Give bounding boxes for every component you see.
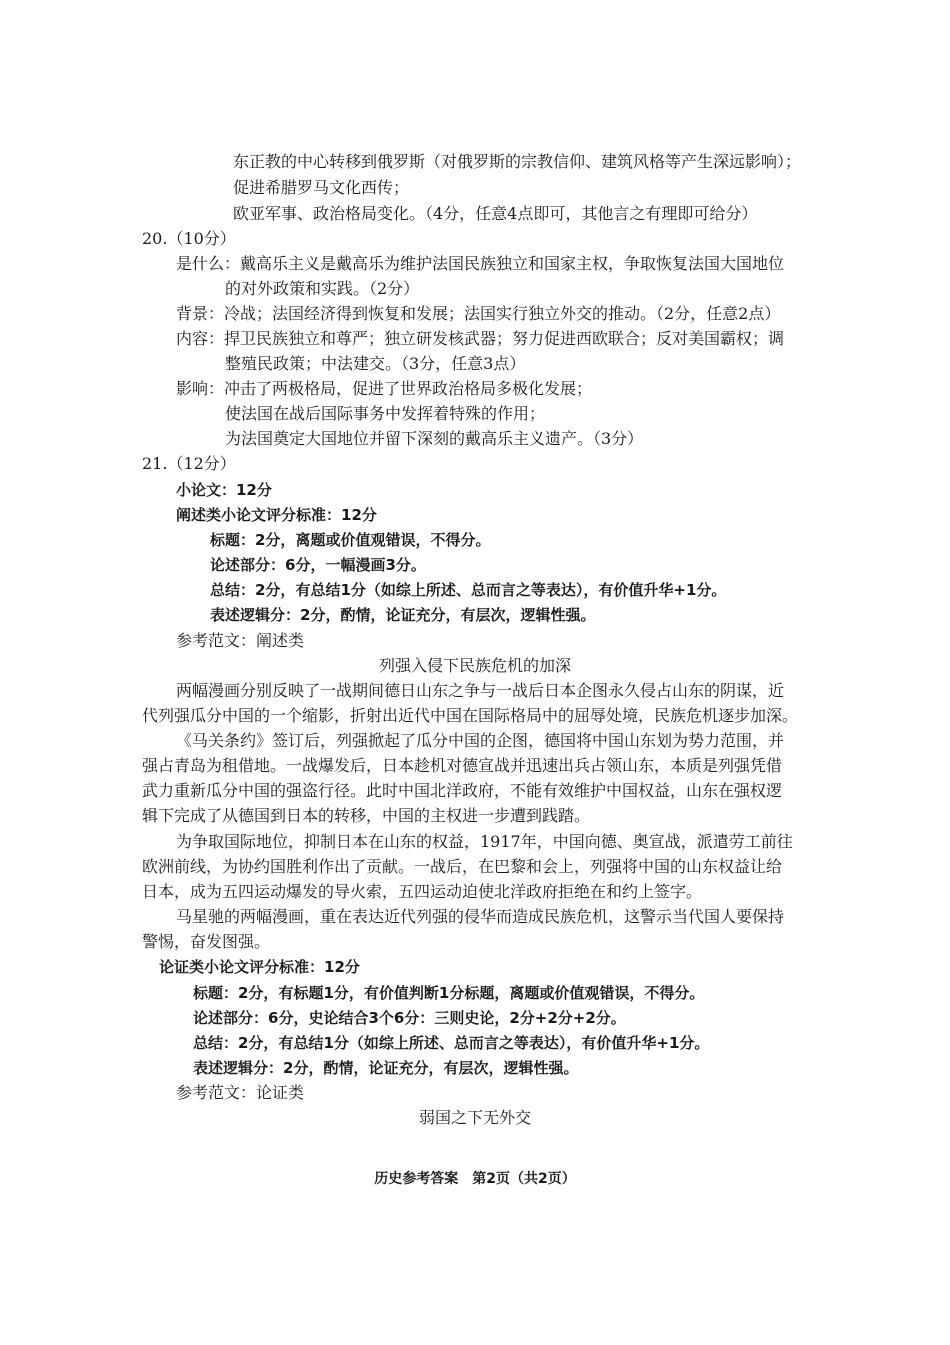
q20-heading: 20.（10分） [142, 229, 236, 248]
intro-line-1: 东正教的中心转移到俄罗斯（对俄罗斯的宗教信仰、建筑风格等产生深远影响）； [233, 152, 802, 171]
essay1-p2-line-1: 《马关条约》签订后，列强掀起了瓜分中国的企图，德国将中国山东划为势力范围，并 [176, 731, 785, 750]
q21-std2-logic-rule: 表述逻辑分：2分，酌情，论证充分，有层次，逻辑性强。 [193, 1059, 579, 1077]
page-footer: 历史参考答案 第2页（共2页） [374, 1171, 576, 1187]
intro-line-3: 欧亚军事、政治格局变化。（4分，任意4点即可，其他言之有理即可给分） [233, 204, 758, 223]
q21-std2-argument-rule: 论述部分：6分，史论结合3个6分：三则史论，2分+2分+2分。 [193, 1009, 626, 1027]
essay1-p1-line-1: 两幅漫画分别反映了一战期间德日山东之争与一战后日本企图永久侵占山东的阴谋，近 [176, 681, 785, 700]
q20-background: 背景：冷战；法国经济得到恢复和发展；法国实行独立外交的推动。（2分，任意2点） [176, 304, 781, 323]
q21-std2-title-rule: 标题：2分，有标题1分，有价值判断1分标题，离题或价值观错误，不得分。 [193, 984, 705, 1002]
essay1-p4-line-2: 警惕，奋发图强。 [142, 932, 271, 951]
q21-ref2-label: 参考范文：论证类 [176, 1083, 305, 1102]
essay1-p4-line-1: 马星驰的两幅漫画，重在表达近代列强的侵华而造成民族危机，这警示当代国人要保持 [176, 907, 785, 926]
q21-std1-argument-rule: 论述部分：6分，一幅漫画3分。 [210, 556, 426, 574]
q20-impact-line-1: 影响：冲击了两极格局，促进了世界政治格局多极化发展； [176, 379, 593, 398]
intro-line-2: 促进希腊罗马文化西传； [233, 178, 410, 197]
essay1-p3-line-3: 日本，成为五四运动爆发的导火索，五四运动迫使北洋政府拒绝在和约上签字。 [142, 882, 703, 901]
q21-std2-title: 论证类小论文评分标准：12分 [159, 958, 360, 976]
q21-ref1-label: 参考范文：阐述类 [176, 631, 305, 650]
essay1-p2-line-3: 武力重新瓜分中国的强盗行径。此时中国北洋政府，不能有效维护中国权益，山东在强权逻 [142, 781, 783, 800]
q21-heading: 21.（12分） [142, 454, 236, 473]
essay1-p1-line-2: 代列强瓜分中国的一个缩影，折射出近代中国在国际格局中的屈辱处境，民族危机逐步加深。 [142, 706, 799, 725]
q20-what-line-1: 是什么：戴高乐主义是戴高乐为维护法国民族独立和国家主权，争取恢复法国大国地位 [176, 254, 785, 273]
q21-ref1-title: 列强入侵下民族危机的加深 [378, 656, 571, 675]
q21-std2-summary-rule: 总结：2分，有总结1分（如综上所述、总而言之等表达），有价值升华+1分。 [193, 1034, 710, 1052]
q21-essay-score: 小论文：12分 [176, 481, 272, 499]
q20-content-line-2: 整殖民政策；中法建交。（3分，任意3点） [225, 354, 526, 373]
q20-content-line-1: 内容：捍卫民族独立和尊严；独立研发核武器；努力促进西欧联合；反对美国霸权；调 [176, 329, 785, 348]
essay1-p3-line-2: 欧洲前线，为协约国胜利作出了贡献。一战后，在巴黎和会上，列强将中国的山东权益让给 [142, 857, 783, 876]
essay1-p2-line-2: 强占青岛为租借地。一战爆发后，日本趁机对德宣战并迅速出兵占领山东，本质是列强凭借 [142, 756, 783, 775]
q21-std1-title-rule: 标题：2分，离题或价值观错误，不得分。 [210, 531, 491, 549]
q20-impact-line-2: 使法国在战后国际事务中发挥着特殊的作用； [225, 404, 546, 423]
essay1-p2-line-4: 辑下完成了从德国到日本的转移，中国的主权进一步遭到践踏。 [142, 806, 591, 825]
q21-std1-summary-rule: 总结：2分，有总结1分（如综上所述、总而言之等表达），有价值升华+1分。 [210, 581, 727, 599]
q20-impact-line-3: 为法国奠定大国地位并留下深刻的戴高乐主义遗产。（3分） [225, 429, 644, 448]
q20-what-line-2: 的对外政策和实践。（2分） [225, 279, 420, 298]
q21-ref2-title: 弱国之下无外交 [418, 1108, 531, 1127]
essay1-p3-line-1: 为争取国际地位，抑制日本在山东的权益，1917年，中国向德、奥宣战，派遣劳工前往 [176, 832, 793, 851]
q21-std1-logic-rule: 表述逻辑分：2分，酌情，论证充分，有层次，逻辑性强。 [210, 606, 596, 624]
q21-std1-title: 阐述类小论文评分标准：12分 [176, 506, 377, 524]
